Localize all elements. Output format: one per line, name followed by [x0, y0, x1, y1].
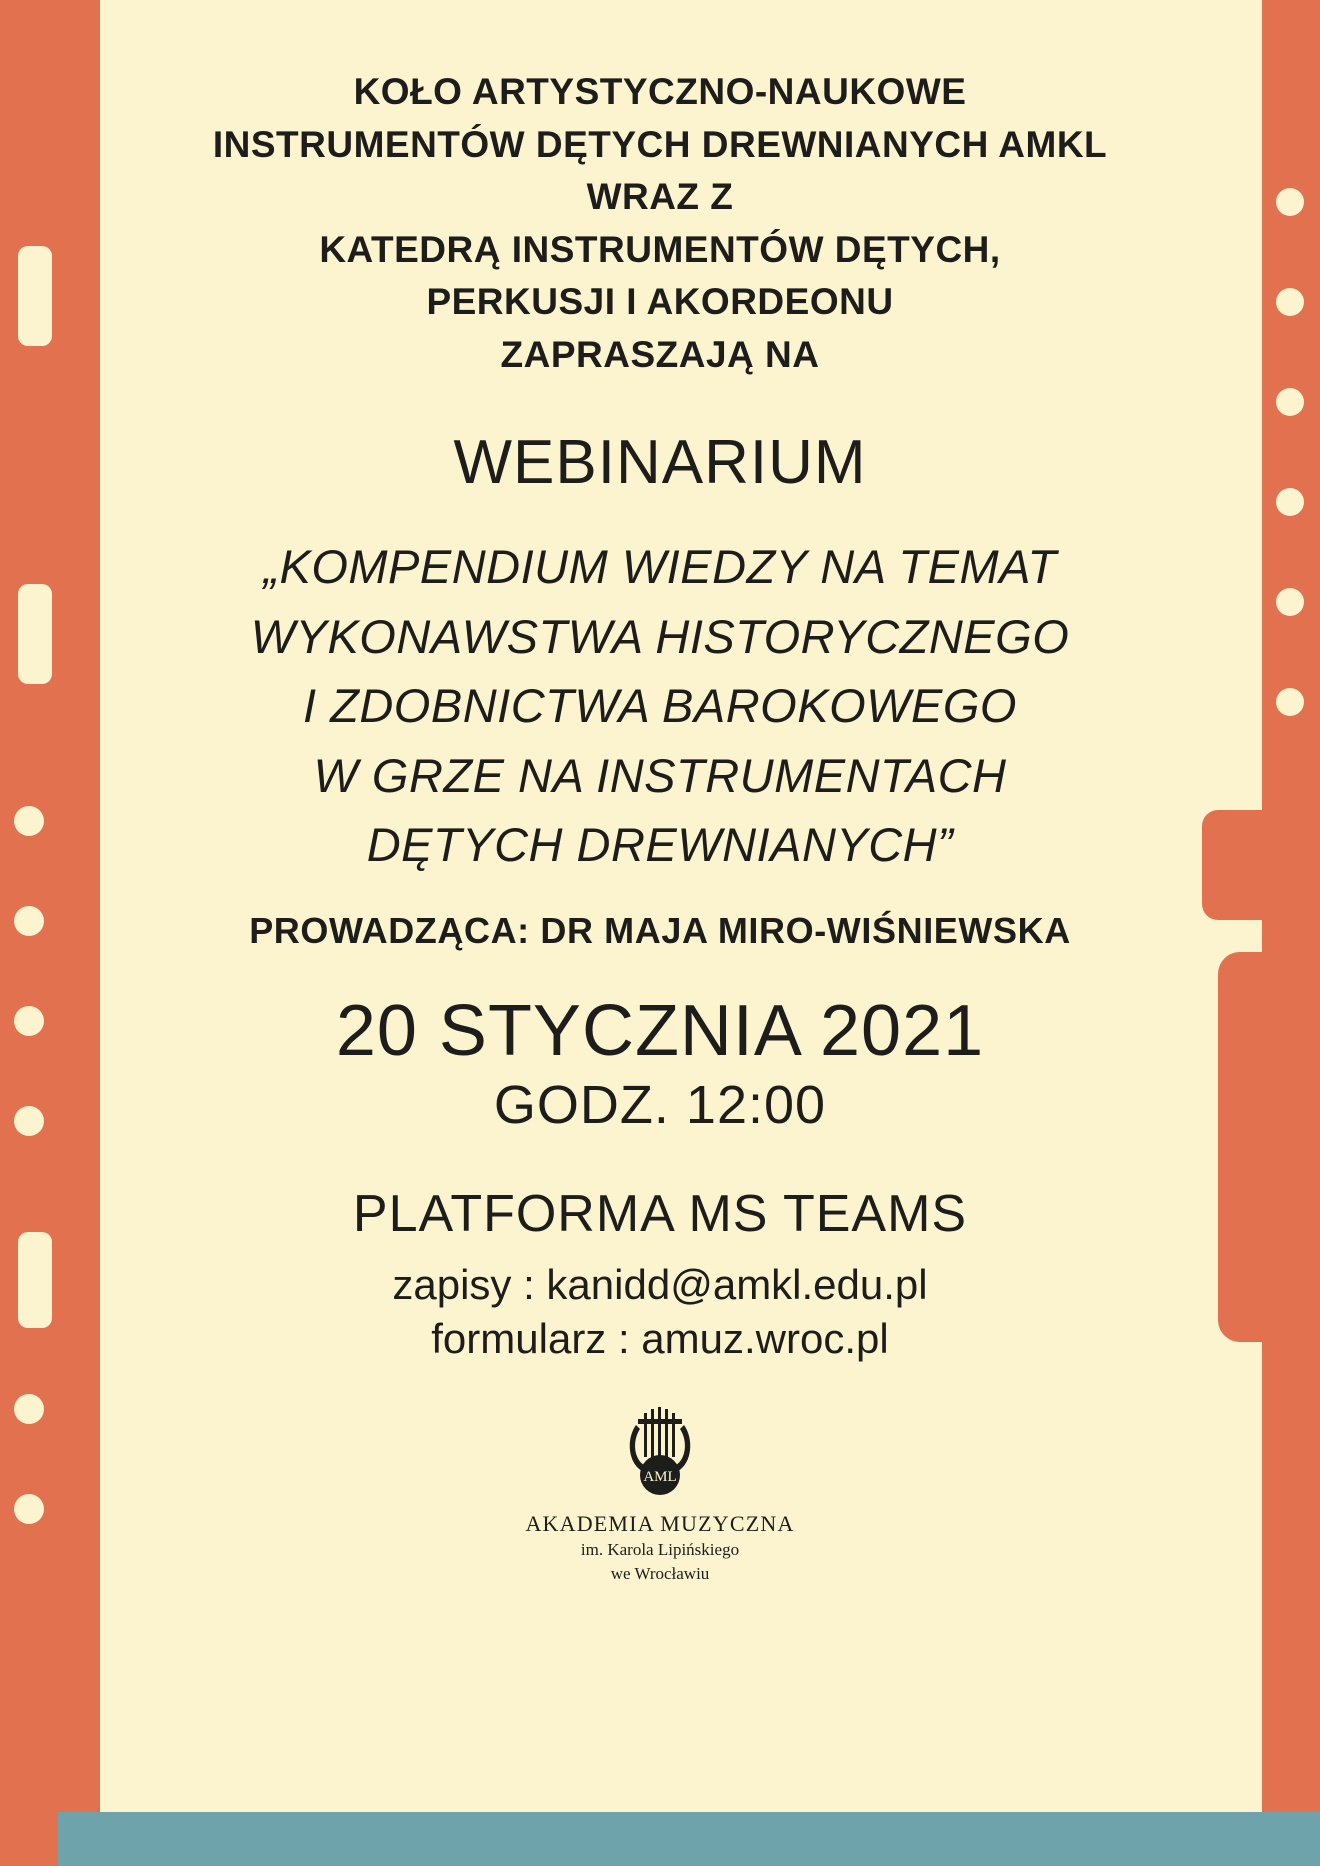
- header-line-6: ZAPRASZAJĄ NA: [500, 333, 820, 375]
- tone-hole-icon: [14, 1494, 44, 1524]
- bottom-bar: [58, 1812, 1320, 1866]
- event-title: [110, 532, 1210, 880]
- title-line-3: I ZDOBNICTWA BAROKOWEGO: [303, 679, 1017, 733]
- poster-content: [110, 0, 1210, 1585]
- clarinet-key-icon: [1202, 810, 1262, 920]
- tone-hole-icon: [14, 1394, 44, 1424]
- clarinet-body-segment: [1218, 952, 1262, 1342]
- header-line-4: KATEDRĄ INSTRUMENTÓW DĘTYCH,: [319, 228, 1001, 270]
- contact-form-line: formularz : amuz.wroc.pl: [431, 1314, 889, 1362]
- title-line-4: W GRZE NA INSTRUMENTACH: [313, 748, 1007, 802]
- tone-hole-icon: [14, 806, 44, 836]
- tone-hole-icon: [1276, 388, 1304, 416]
- tone-hole-icon: [14, 1106, 44, 1136]
- contact-block: [110, 1258, 1210, 1366]
- tone-hole-icon: [1276, 588, 1304, 616]
- right-decoration-band: [1262, 0, 1320, 1812]
- clarinet-key-cutout: [18, 1232, 52, 1328]
- logo-subtitle-line-2: we Wrocławiu: [610, 1564, 710, 1584]
- institution-logo: [110, 1405, 1210, 1585]
- presenter-line: PROWADZĄCA: DR MAJA MIRO-WIŚNIEWSKA: [249, 909, 1071, 951]
- svg-text:AML: AML: [643, 1469, 677, 1486]
- header-line-3: WRAZ Z: [586, 176, 734, 218]
- tone-hole-icon: [14, 1006, 44, 1036]
- title-line-5: DĘTYCH DREWNIANYCH”: [366, 818, 954, 872]
- tone-hole-icon: [1276, 488, 1304, 516]
- clarinet-key-cutout: [18, 584, 52, 684]
- event-time: GODZ. 12:00: [493, 1074, 827, 1135]
- tone-hole-icon: [1276, 188, 1304, 216]
- tone-hole-icon: [1276, 288, 1304, 316]
- event-type: WEBINARIUM: [453, 428, 867, 498]
- logo-subtitle-line-1: im. Karola Lipińskiego: [580, 1540, 740, 1560]
- logo-institution-name: AKADEMIA MUZYCZNA: [525, 1511, 795, 1537]
- left-decoration-band: [0, 0, 100, 1812]
- header-line-2: INSTRUMENTÓW DĘTYCH DREWNIANYCH AMKL: [212, 123, 1108, 165]
- contact-email-line: zapisy : kanidd@amkl.edu.pl: [392, 1260, 928, 1308]
- header-line-1: KOŁO ARTYSTYCZNO-NAUKOWE: [353, 71, 967, 112]
- tone-hole-icon: [1276, 688, 1304, 716]
- clarinet-key-cutout: [18, 246, 52, 346]
- title-line-1: „KOMPENDIUM WIEDZY NA TEMAT: [263, 540, 1057, 594]
- header-line-5: PERKUSJI I AKORDEONU: [426, 281, 894, 323]
- event-platform: PLATFORMA MS TEAMS: [352, 1184, 968, 1243]
- event-date: 20 STYCZNIA 2021: [335, 990, 985, 1071]
- tone-hole-icon: [14, 906, 44, 936]
- organizer-header: [110, 66, 1210, 381]
- title-line-2: WYKONAWSTWA HISTORYCZNEGO: [250, 609, 1070, 663]
- lyre-logo-icon: [618, 1405, 702, 1501]
- bottom-bar-left-cap: [0, 1812, 58, 1866]
